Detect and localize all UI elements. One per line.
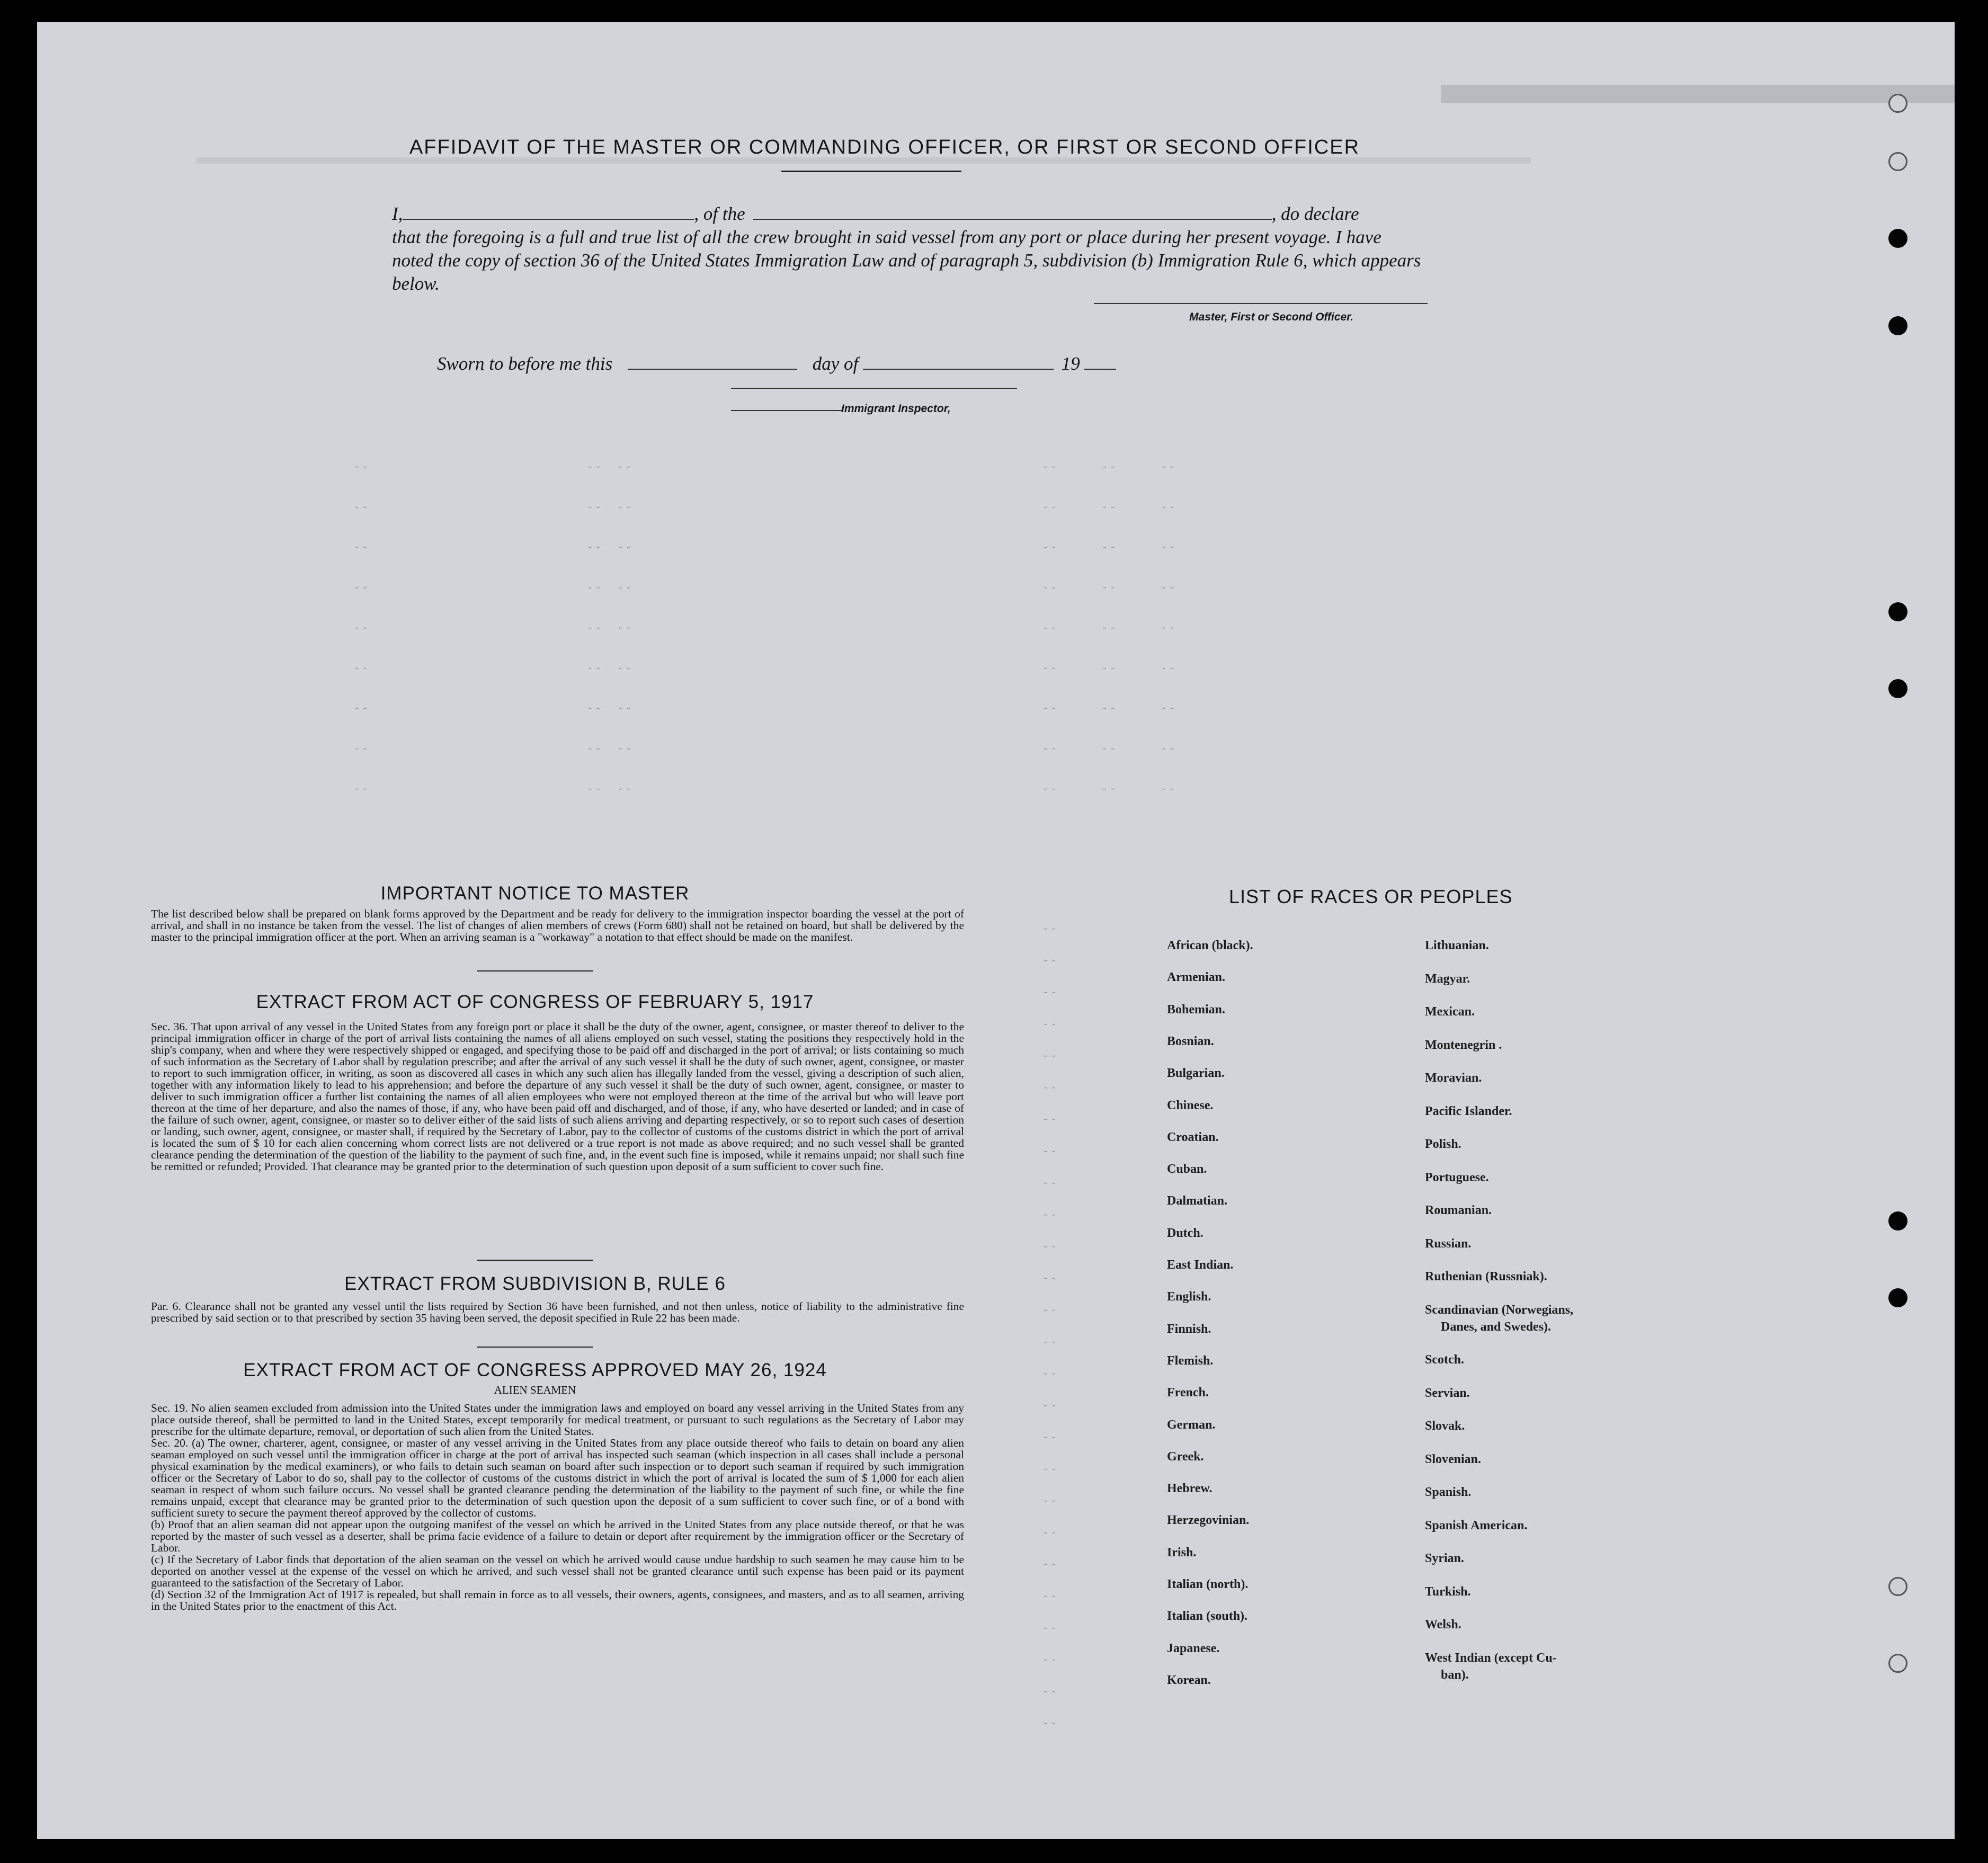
race-item: Spanish. — [1425, 1485, 1472, 1499]
race-item: Montenegrin . — [1425, 1038, 1502, 1052]
decl-i: I, — [392, 203, 403, 224]
binder-hole — [1888, 152, 1907, 171]
race-item: Portuguese. — [1425, 1170, 1489, 1184]
divider — [477, 970, 593, 971]
race-item: Herzegovinian. — [1167, 1513, 1250, 1528]
race-item: Slovenian. — [1425, 1452, 1482, 1466]
affidavit-title: AFFIDAVIT OF THE MASTER OR COMMANDING OFFICER, OR FIRST OR SECOND OFFICER — [409, 136, 1360, 158]
race-item: Croatian. — [1167, 1130, 1219, 1144]
binder-hole — [1888, 1577, 1907, 1596]
race-item: Dutch. — [1167, 1226, 1204, 1240]
race-item: Mexican. — [1425, 1005, 1475, 1019]
race-item: Roumanian. — [1425, 1204, 1492, 1217]
race-item: Hebrew. — [1167, 1482, 1213, 1496]
sworn-prefix: Sworn to before me this — [437, 353, 613, 374]
binder-hole — [1888, 316, 1907, 335]
race-item: Bohemian. — [1167, 1002, 1226, 1017]
race-item: French. — [1167, 1386, 1209, 1400]
race-item: Ruthenian (Russniak). — [1425, 1270, 1547, 1283]
race-item: Spanish American. — [1425, 1518, 1528, 1532]
divider — [477, 1347, 593, 1348]
race-item: English. — [1167, 1290, 1211, 1304]
race-item: Russian. — [1425, 1236, 1472, 1251]
race-item: Servian. — [1425, 1386, 1470, 1400]
race-item: German. — [1167, 1418, 1216, 1432]
binder-hole — [1888, 602, 1907, 621]
alien-seamen-subtitle: ALIEN SEAMEN — [494, 1384, 576, 1396]
extract-rule6-body — [114, 1300, 964, 1324]
bleed-through-title — [1441, 85, 1955, 103]
sworn-line — [437, 353, 1116, 375]
race-item: East Indian. — [1167, 1258, 1234, 1272]
race-item: Pacific Islander. — [1425, 1104, 1512, 1118]
binder-hole — [1888, 1211, 1907, 1231]
extract-rule6-title: EXTRACT FROM SUBDIVISION B, RULE 6 — [344, 1273, 726, 1294]
notice-text: The list described below shall be prepared on blank forms approved by the Department and be ready for delivery to the immigration inspector boarding the vessel at the port of arrival, and shall in no instance be taken from the vessel. The list of changes of alien members of crews (Form 680) shall not be retained on board, but shall be delivered by the master to the principal immigration officer at the port. When an arriving seaman is a "workaway" a notation to that effect should be made on the manifest. — [151, 907, 964, 943]
master-caption: Master, First or Second Officer. — [1189, 311, 1354, 323]
notice-body — [114, 908, 964, 943]
race-item: Chinese. — [1167, 1098, 1214, 1112]
decl-do-declare: , do declare — [1271, 203, 1359, 224]
race-item: Korean. — [1167, 1673, 1211, 1687]
sec-19-text: Sec. 19. No alien seamen excluded from admission into the United States under the immigration laws and employed on board any vessel arriving in the United States from any place outside thereof, shall be permitted to land in the United States, except temporarily for medical treatment, or pursuant to such regulations as the Secretary of Labor may prescribe for the ultimate departure, removal, or deportation of such alien from the United States. — [151, 1402, 964, 1438]
extract-1917-body — [114, 1021, 964, 1172]
race-item: Italian (south). — [1167, 1609, 1248, 1624]
race-item: Welsh. — [1425, 1618, 1461, 1632]
declaration — [392, 202, 1425, 296]
divider — [477, 1260, 593, 1261]
race-item: Italian (north). — [1167, 1577, 1249, 1591]
vessel-blank[interactable] — [753, 219, 1272, 220]
sworn-date-blank[interactable] — [628, 369, 797, 370]
binder-hole — [1888, 679, 1907, 698]
race-item: Flemish. — [1167, 1353, 1214, 1368]
race-item: Magyar. — [1425, 971, 1470, 986]
sworn-year-blank[interactable] — [1084, 369, 1116, 370]
sworn-month-blank[interactable] — [863, 369, 1054, 370]
race-item: Japanese. — [1167, 1641, 1220, 1655]
race-item: Moravian. — [1425, 1071, 1482, 1085]
race-item: Polish. — [1425, 1137, 1461, 1151]
decl-of-the: , of the — [694, 203, 745, 224]
notice-title: IMPORTANT NOTICE TO MASTER — [380, 883, 690, 904]
sworn-year: 19 — [1061, 353, 1080, 374]
sec-20c-text: (c) If the Secretary of Labor finds that deportation of the alien seaman on the vessel on which he arrived would cause undue hardship to such seamen he may cause him to be deported on another vessel at the expense of the vessel on which he arrived, and such vessel shall not be granted clearance until such expense has been paid or its payment guaranteed to the satisfaction of the Secretary of Labor. — [151, 1553, 964, 1589]
race-item: Bulgarian. — [1167, 1066, 1225, 1081]
race-item: Cuban. — [1167, 1162, 1207, 1176]
race-item: Armenian. — [1167, 970, 1225, 985]
inspector-signature-line[interactable] — [731, 388, 1017, 389]
sec-20a-text: Sec. 20. (a) The owner, charterer, agent, consignee, or master of any vessel arriving in the United States from any place outside thereof who fails to detain on board any alien seaman employed on such vessel until the immigration officer in charge at the port of arrival has inspected such seaman (which inspection in all cases shall include a personal physical examination by the medical examiners), or who fails to detain such seaman on board after such inspection or to deport such seaman if required by such immigration officer or the Secretary of Labor to do so, shall pay to the collector of customs of the customs district in which the port of arrival is located the sum of $ 1,000 for each alien seaman in respect of whom such failure occurs. No vessel shall be granted clearance pending the determination of the liability to the payment of such fine, or while the fine remains unpaid, except that clearance may be granted prior to the determination of such question upon the deposit of a sum sufficient to cover such fine, or of a bond with sufficient surety to secure the payment thereof approved by the collector of customs. — [151, 1437, 964, 1519]
declaration-body: that the foregoing is a full and true list of all the crew brought in said vessel from any port or place during her present voyage. I have noted the copy of section 36 of the United States Immigration Law and of paragraph 5, subdivision (b) Immigration Rule 6, which appears below. — [392, 227, 1421, 294]
race-item: Bosnian. — [1167, 1034, 1214, 1048]
race-item: Slovak. — [1425, 1419, 1465, 1433]
blank-column-dashes: -- -- -- -- -- -- -- -- -- -- -- -- -- -- -- -- -- -- -- -- -- -- -- -- -- -- -- — [1044, 459, 1178, 795]
inspector-caption: Immigrant Inspector, — [841, 403, 951, 415]
race-item: Dalmatian. — [1167, 1194, 1227, 1208]
sec-36-text: Sec. 36. That upon arrival of any vessel in the United States from any foreign port or place it shall be the duty of the owner, agent, consignee, or master thereof to deliver to the principal immigration officer in charge of the port of arrival lists containing the names of all aliens employed on such vessel, stating the positions they respectively hold in the ship's company, when and where they were respectively shipped or engaged, and specifying those to be paid off and discharged in the port of arrival; or lists containing so much of such information as the Secretary of Labor shall by regulation prescribe; and after the arrival of any such vessel it shall be the duty of such owner, agent, consignee, or master to report to such immigration officer, in writing, as soon as discovered all cases in which any such alien has illegally landed from the vessel, giving a description of such alien, together with any information likely to lead to his apprehension; and before the departure of any such vessel it shall be the duty of such owner, agent, consignee, or master to deliver to such immigration officer a further list containing the names of all alien employees who were not employed thereon at the time of the arrival but who will leave port thereon at the time of her departure, and also the names of those, if any, who have been paid off and discharged, and of those, if any, who have deserted or landed; and in case of the failure of such owner, agent, consignee, or master so to deliver either of the said lists of such aliens arriving and departing respectively, or so to report such cases of desertion or landing, such owner, agent, consignee, or master shall, if required by the Secretary of Labor, pay to the collector of customs of the customs district in which the port of arrival is located the sum of $ 10 for each alien concerning whom correct lists are not delivered or a true report is not made as above required; and no such vessel shall be granted clearance pending the determination of the question of the liability to the payment of such fine, and, in the event such fine is imposed, while it remains unpaid; nor shall such fine be remitted or refunded; Provided. That clearance may be granted prior to the determination of such question upon deposit of a sum sufficient to cover such fine. — [151, 1020, 964, 1173]
manifest-sheet — [37, 22, 1955, 1839]
title-underline — [781, 171, 961, 172]
race-item: ban). — [1441, 1668, 1469, 1682]
declaration-first-line — [392, 202, 1425, 226]
extract-1924-body — [114, 1402, 964, 1612]
binder-hole — [1888, 229, 1907, 248]
binder-hole — [1888, 1288, 1907, 1307]
race-item: Greek. — [1167, 1449, 1204, 1464]
sec-20d-text: (d) Section 32 of the Immigration Act of 1917 is repealed, but shall remain in force as to all vessels, their owners, agents, consignees, and masters, and as to all seamen, arriving in the United States prior to the enactment of this Act. — [151, 1588, 964, 1612]
binder-hole — [1888, 94, 1907, 113]
blank-column-dashes: -- -- -- -- -- -- -- -- -- — [355, 459, 371, 795]
race-item: West Indian (except Cu- — [1425, 1651, 1557, 1665]
race-item: Syrian. — [1425, 1552, 1465, 1565]
blank-column-dashes: -- -- -- -- -- -- -- -- -- -- -- -- -- -- -- -- -- -- — [588, 459, 635, 795]
race-item: Irish. — [1167, 1545, 1197, 1559]
extract-1917-title: EXTRACT FROM ACT OF CONGRESS OF FEBRUARY 5, 1917 — [256, 992, 814, 1012]
races-title: LIST OF RACES OR PEOPLES — [1229, 886, 1513, 907]
race-item: Scotch. — [1425, 1353, 1464, 1367]
race-item: Lithuanian. — [1425, 939, 1489, 952]
name-blank[interactable] — [403, 219, 694, 220]
blank-column-dashes: -- -- -- -- -- -- -- -- -- -- -- -- -- -- -- -- -- -- -- -- -- -- -- -- -- -- — [1044, 921, 1060, 1729]
inspector-lead-line — [731, 410, 842, 411]
par-6-text: Par. 6. Clearance shall not be granted any vessel until the lists required by Section 36 have been furnished, and not then unless, notice of liability to the administrative fine prescribed by said section or to that prescribed by section 35 having been served, the deposit specified in Rule 22 has been made. — [151, 1300, 964, 1324]
master-signature-line[interactable] — [1094, 303, 1428, 304]
extract-1924-title: EXTRACT FROM ACT OF CONGRESS APPROVED MAY 26, 1924 — [243, 1360, 827, 1380]
race-item: Finnish. — [1167, 1322, 1211, 1336]
binder-hole — [1888, 1654, 1907, 1673]
race-item: African (black). — [1167, 939, 1253, 952]
race-item: Scandinavian (Norwegians, — [1425, 1303, 1574, 1317]
race-item: Turkish. — [1425, 1584, 1471, 1599]
sec-20b-text: (b) Proof that an alien seaman did not appear upon the outgoing manifest of the vessel on which he arrived in the United States from any place outside thereof, or that he was reported by the master of such vessel as a deserter, shall be prima facie evidence of a failure to detain or deport after requirement by the immigration officer or the Secretary of Labor. — [151, 1518, 964, 1554]
sworn-day-of: day of — [812, 353, 859, 374]
race-item: Danes, and Swedes). — [1441, 1320, 1552, 1334]
